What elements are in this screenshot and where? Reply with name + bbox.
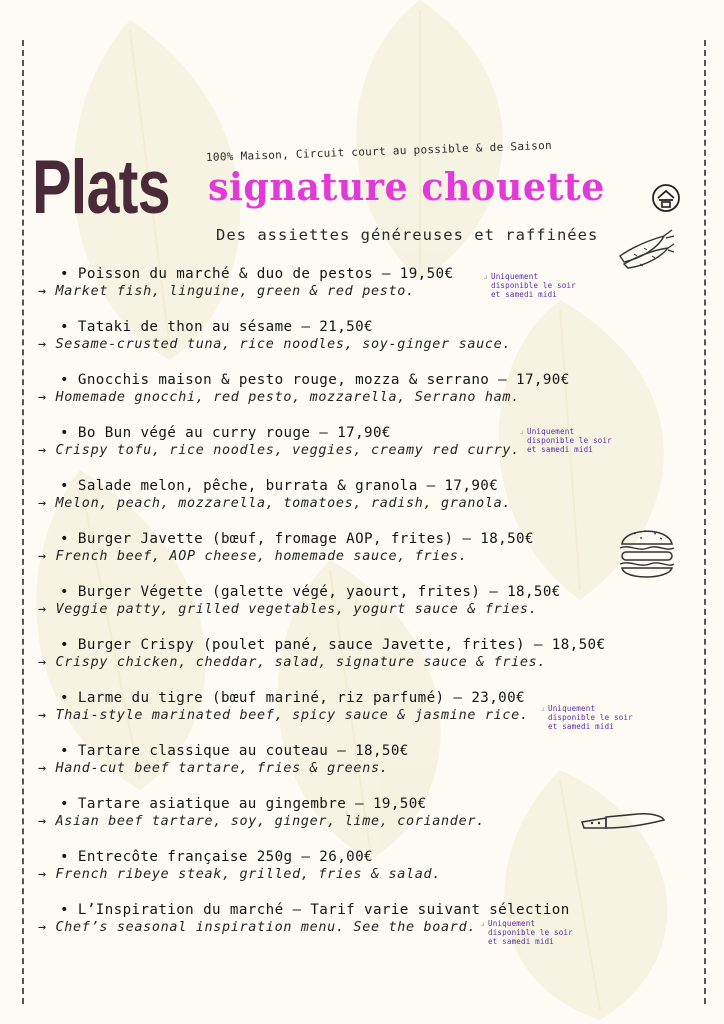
dish-name-price: • Tataki de thon au sésame – 21,50€ xyxy=(60,319,373,335)
list-item xyxy=(0,478,724,528)
list-item xyxy=(0,425,724,475)
dish-description: → Market fish, linguine, green & red pesto. xyxy=(38,284,415,299)
dish-description: → Thai-style marinated beef, spicy sauce & jasmine rice. xyxy=(38,708,529,723)
dish-description: → Crispy chicken, cheddar, salad, signature sauce & fries. xyxy=(38,655,547,670)
list-item xyxy=(0,372,724,422)
dish-description: → Hand-cut beef tartare, fries & greens. xyxy=(38,761,389,776)
dish-name-price: • Burger Végette (galette végé, yaourt, frites) – 18,50€ xyxy=(60,584,561,600)
dish-name-price: • Bo Bun végé au curry rouge – 17,90€ xyxy=(60,425,391,441)
tagline: 100% Maison, Circuit court au possible & de Saison xyxy=(205,138,553,164)
availability-note: ⌟ Uniquement disponible le soir et samedi midi xyxy=(483,271,576,299)
page-title-signature: signature chouette xyxy=(208,164,605,209)
dish-description: → French beef, AOP cheese, homemade sauce, fries. xyxy=(38,549,468,564)
list-item xyxy=(0,584,724,634)
subtitle: Des assiettes généreuses et raffinées xyxy=(216,226,599,244)
knife-icon xyxy=(578,808,666,834)
dish-name-price: • Tartare classique au couteau – 18,50€ xyxy=(60,743,409,759)
list-item xyxy=(0,690,724,740)
dish-name-price: • Burger Javette (bœuf, fromage AOP, frites) – 18,50€ xyxy=(60,531,534,547)
availability-note: ⌟ Uniquement disponible le soir et samedi midi xyxy=(540,703,633,731)
dish-description: → Asian beef tartare, soy, ginger, lime, coriander. xyxy=(38,814,485,829)
dish-description: → Veggie patty, grilled vegetables, yogurt sauce & fries. xyxy=(38,602,538,617)
dish-name-price: • Entrecôte française 250g – 26,00€ xyxy=(60,849,373,865)
list-item xyxy=(0,319,724,369)
dish-description: → French ribeye steak, grilled, fries & salad. xyxy=(38,867,442,882)
list-item xyxy=(0,743,724,793)
dish-name-price: • L’Inspiration du marché – Tarif varie suivant sélection xyxy=(60,902,570,918)
house-logo-icon xyxy=(651,183,681,213)
dish-name-price: • Larme du tigre (bœuf mariné, riz parfumé) – 23,00€ xyxy=(60,690,525,706)
menu-header xyxy=(0,0,724,260)
availability-note: ⌟ Uniquement disponible le soir et samedi midi xyxy=(519,426,612,454)
list-item xyxy=(0,266,724,316)
list-item xyxy=(0,637,724,687)
availability-note: ⌟ Uniquement disponible le soir et samedi midi xyxy=(480,918,573,946)
dish-name-price: • Salade melon, pêche, burrata & granola – 17,90€ xyxy=(60,478,499,494)
list-item xyxy=(0,902,724,952)
dish-description: → Homemade gnocchi, red pesto, mozzarella, Serrano ham. xyxy=(38,390,520,405)
dish-description: → Sesame-crusted tuna, rice noodles, soy-ginger sauce. xyxy=(38,337,512,352)
dish-description: → Crispy tofu, rice noodles, veggies, creamy red curry. xyxy=(38,443,520,458)
dish-name-price: • Gnocchis maison & pesto rouge, mozza & serrano – 17,90€ xyxy=(60,372,570,388)
dish-description: → Chef’s seasonal inspiration menu. See the board. xyxy=(38,920,477,935)
dish-name-price: • Tartare asiatique au gingembre – 19,50€ xyxy=(60,796,427,812)
dish-name-price: • Burger Crispy (poulet pané, sauce Javette, frites) – 18,50€ xyxy=(60,637,606,653)
list-item xyxy=(0,849,724,899)
burger-icon xyxy=(614,522,678,582)
dish-name-price: • Poisson du marché & duo de pestos – 19,50€ xyxy=(60,266,454,282)
page-title: Plats xyxy=(32,145,170,230)
dish-description: → Melon, peach, mozzarella, tomatoes, radish, granola. xyxy=(38,496,512,511)
